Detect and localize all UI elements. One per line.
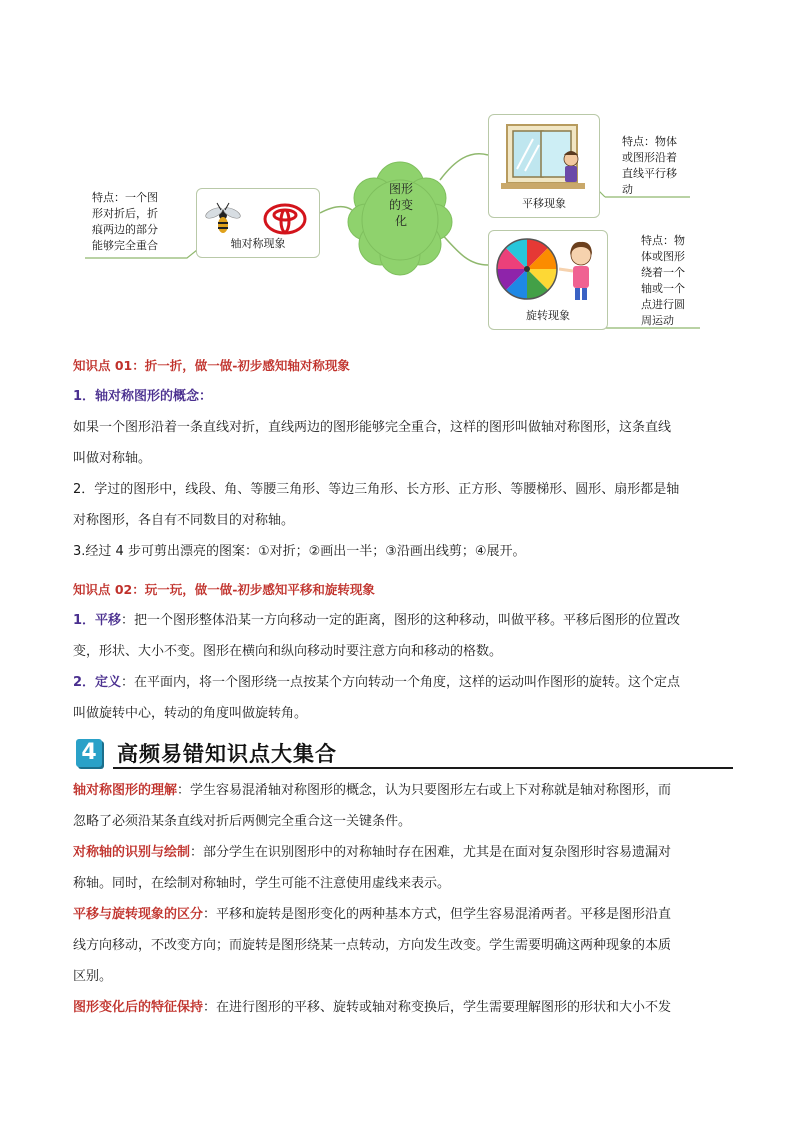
rotation-note-line: 轴或一个	[641, 282, 685, 295]
rotation-label: 旋转现象	[526, 309, 570, 322]
mistake-1	[73, 775, 733, 806]
mistake-head: 对称轴的识别与绘制	[73, 845, 191, 860]
mistake-text-line: 称轴。同时，在绘制对称轴时，学生可能不注意使用虚线来表示。	[73, 876, 451, 891]
kp1-item1-head: 1．轴对称图形的概念：	[73, 389, 213, 404]
mistake-4	[73, 992, 733, 1023]
section-underline	[113, 767, 733, 769]
kp2-item2	[73, 667, 733, 698]
kp1-title: 知识点 01：折一折，做一做-初步感知轴对称现象	[73, 358, 350, 373]
center-topic: 图形的变化	[389, 182, 414, 228]
axis-symmetry-label: 轴对称现象	[230, 237, 286, 250]
kp1-item1-line: 叫做对称轴。	[73, 451, 152, 466]
mind-map	[0, 0, 794, 340]
girl-icon	[559, 242, 592, 300]
mistake-text: ：学生容易混淆轴对称图形的概念，认为只要图形左右或上下对称就是轴对称图形，而	[177, 783, 672, 798]
mistake-3	[73, 899, 733, 930]
mistake-head: 平移与旋转现象的区分	[73, 907, 204, 922]
mistake-text-line: 区别。	[73, 969, 113, 984]
car-logo-icon	[265, 205, 305, 233]
kp2-item2-line: 叫做旋转中心，转动的角度叫做旋转角。	[73, 706, 308, 721]
axis-note-line: 能够完全重合	[92, 239, 158, 252]
axis-note-line: 痕两边的部分	[92, 223, 158, 236]
translation-note	[622, 134, 677, 198]
translation-note-line: 特点：物体	[622, 135, 677, 148]
kp1-item3: 3.经过 4 步可剪出漂亮的图案：①对折；②画出一半；③沿画出线剪；④展开。	[73, 544, 526, 559]
rotation-note-line: 周运动	[641, 314, 674, 327]
axis-symmetry-card	[196, 188, 320, 258]
kp2-title: 知识点 02：玩一玩，做一做-初步感知平移和旋转现象	[73, 582, 375, 597]
mistake-text: ：在进行图形的平移、旋转或轴对称变换后，学生需要理解图形的形状和大小不发	[203, 1000, 672, 1015]
kp2-item2-head: 2．定义	[73, 675, 122, 690]
rotation-note	[641, 233, 685, 329]
mistake-text: ：部分学生在识别图形中的对称轴时存在困难，尤其是在面对复杂图形时容易遗漏对	[190, 845, 672, 860]
mistake-2	[73, 837, 733, 868]
kp2-item2-text: ：在平面内，将一个图形绕一点按某个方向转动一个角度，这样的运动叫作图形的旋转。这个定点	[121, 675, 681, 690]
rotation-note-line: 特点：物	[641, 234, 685, 247]
window-icon	[489, 119, 599, 197]
kp2-item1-line: 变，形状、大小不变。图形在横向和纵向移动时要注意方向和移动的格数。	[73, 644, 503, 659]
mistake-head: 图形变化后的特征保持	[73, 1000, 204, 1015]
section-title: 高频易错知识点大集合	[117, 742, 337, 766]
kp2-item1-text: ：把一个图形整体沿某一方向移动一定的距离，图形的这种移动，叫做平移。平移后图形的位置改	[121, 613, 681, 628]
bee-icon	[204, 203, 242, 233]
kp2-item1	[73, 605, 733, 636]
rotation-note-line: 绕着一个	[641, 266, 685, 279]
rotation-note-line: 体或图形	[641, 250, 685, 263]
kp2-item1-head: 1．平移	[73, 613, 122, 628]
rotation-note-line: 点进行圆	[641, 298, 685, 311]
section-number-badge: 4	[76, 739, 102, 767]
knowledge-point-2	[73, 574, 733, 729]
kp1-item2-line: 对称图形，各自有不同数目的对称轴。	[73, 513, 295, 528]
axis-note	[92, 190, 158, 254]
translation-note-line: 直线平行移	[622, 167, 677, 180]
translation-note-line: 或图形沿着	[622, 151, 677, 164]
rotation-card	[488, 230, 608, 330]
section-banner	[73, 737, 733, 773]
mistake-head: 轴对称图形的理解	[73, 783, 178, 798]
common-mistakes	[73, 775, 733, 1023]
mistake-text-line: 忽略了必须沿某条直线对折后两侧完全重合这一关键条件。	[73, 814, 412, 829]
axis-note-line: 特点：一个图	[92, 191, 158, 204]
translation-card	[488, 114, 600, 218]
bee-and-logo-icons	[197, 193, 319, 239]
spinner-wheel-icon	[489, 235, 607, 309]
mistake-text: ：平移和旋转是图形变化的两种基本方式，但学生容易混淆两者。平移是图形沿直	[203, 907, 672, 922]
kp1-item1-line: 如果一个图形沿着一条直线对折，直线两边的图形能够完全重合，这样的图形叫做轴对称图形，这条直线	[73, 420, 672, 435]
knowledge-point-1	[73, 350, 733, 567]
axis-note-line: 形对折后，折	[92, 207, 158, 220]
mistake-text-line: 线方向移动，不改变方向；而旋转是图形绕某一点转动，方向发生改变。学生需要明确这两种现象的本质	[73, 938, 672, 953]
translation-label: 平移现象	[522, 197, 566, 210]
translation-note-line: 动	[622, 183, 633, 196]
kp1-item2-line: 2．学过的图形中，线段、角、等腰三角形、等边三角形、长方形、正方形、等腰梯形、圆形、扇形都是轴	[73, 482, 680, 497]
